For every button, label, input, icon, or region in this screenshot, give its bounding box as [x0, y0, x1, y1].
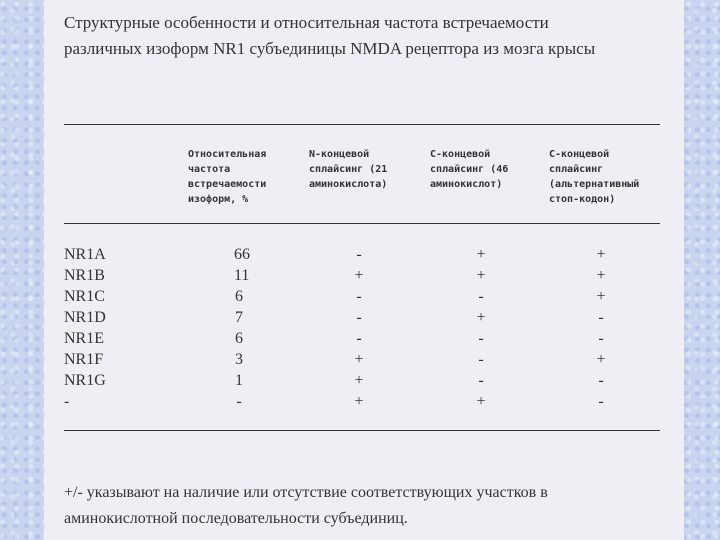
n-terminal-cell: - — [356, 330, 362, 347]
table-row — [64, 372, 664, 393]
table-row — [64, 288, 664, 309]
frequency-cell: - — [236, 393, 242, 410]
footnote-line-1: +/- указывают на наличие или отсутствие соответствующих участков в — [64, 484, 548, 501]
c-terminal-46-cell: - — [478, 288, 484, 305]
c-terminal-stop-cell: + — [596, 351, 606, 368]
frequency-cell: 11 — [234, 267, 250, 284]
n-terminal-cell: + — [354, 267, 364, 284]
table-row — [64, 246, 664, 267]
slide-title — [64, 10, 674, 62]
c-terminal-46-cell: - — [478, 330, 484, 347]
footnote — [64, 480, 674, 532]
isoform-cell: NR1G — [64, 372, 106, 389]
table-row — [64, 330, 664, 351]
c-terminal-46-cell: + — [476, 393, 486, 410]
frequency-cell: 7 — [235, 309, 243, 326]
c-terminal-stop-cell: + — [596, 246, 606, 263]
c-terminal-stop-cell: + — [596, 267, 606, 284]
c-terminal-46-cell: - — [478, 372, 484, 389]
c-terminal-stop-cell: - — [598, 330, 604, 347]
table-row — [64, 351, 664, 372]
c-terminal-stop-cell: + — [596, 288, 606, 305]
c-terminal-46-cell: + — [476, 267, 486, 284]
table-header-rule — [64, 223, 660, 224]
frequency-cell: 6 — [235, 288, 243, 305]
isoform-cell: NR1F — [64, 351, 104, 368]
isoform-cell: NR1A — [64, 246, 106, 263]
isoform-cell: NR1B — [64, 267, 105, 284]
header-c-terminal-46: С-концевой сплайсинг (46 аминокислот) — [430, 149, 509, 190]
title-line-1: Структурные особенности и относительная частота встречаемости — [64, 13, 549, 32]
n-terminal-cell: + — [354, 393, 364, 410]
n-terminal-cell: - — [356, 309, 362, 326]
table-bottom-rule — [64, 430, 660, 431]
header-c-terminal-stop: С-концевой сплайсинг (альтернативный стоп-кодон) — [549, 149, 640, 205]
header-n-terminal: N-концевой сплайсинг (21 аминокислота) — [309, 149, 388, 190]
title-line-2: различных изоформ NR1 субъединицы NMDA рецептора из мозга крысы — [64, 39, 596, 58]
table-row — [64, 267, 664, 288]
header-frequency: Относительная частота встречаемости изоформ, % — [188, 149, 267, 205]
isoform-cell: NR1D — [64, 309, 106, 326]
n-terminal-cell: - — [356, 288, 362, 305]
c-terminal-46-cell: - — [478, 351, 484, 368]
footnote-line-2: аминокислотной последовательности субъединиц. — [64, 510, 408, 527]
c-terminal-stop-cell: - — [598, 393, 604, 410]
frequency-cell: 6 — [235, 330, 243, 347]
frequency-cell: 3 — [235, 351, 243, 368]
n-terminal-cell: + — [354, 351, 364, 368]
c-terminal-46-cell: + — [476, 309, 486, 326]
c-terminal-46-cell: + — [476, 246, 486, 263]
isoform-cell: NR1E — [64, 330, 104, 347]
frequency-cell: 66 — [234, 246, 250, 263]
c-terminal-stop-cell: - — [598, 309, 604, 326]
n-terminal-cell: + — [354, 372, 364, 389]
frequency-cell: 1 — [235, 372, 243, 389]
isoform-cell: NR1C — [64, 288, 105, 305]
isoform-cell: - — [64, 393, 70, 410]
table-top-rule — [64, 124, 660, 125]
c-terminal-stop-cell: - — [598, 372, 604, 389]
table-row — [64, 393, 664, 414]
table-row — [64, 309, 664, 330]
n-terminal-cell: - — [356, 246, 362, 263]
